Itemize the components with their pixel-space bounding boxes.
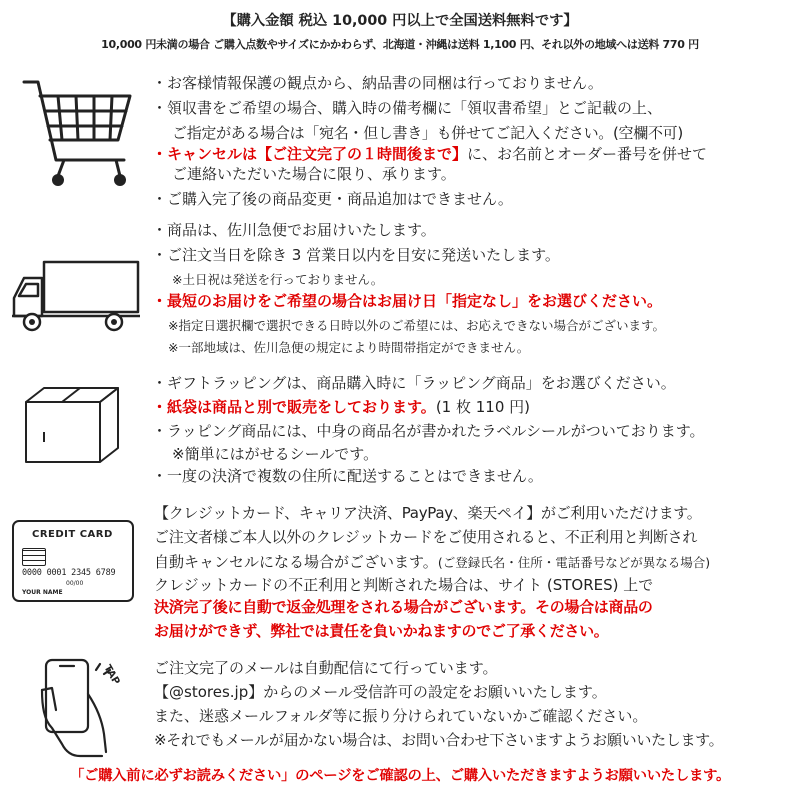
box-line-4: ※簡単にはがせるシールです。 xyxy=(172,445,379,463)
card-line-1: 【クレジットカード、キャリア決済、PayPay、楽天ペイ】がご利用いただけます。 xyxy=(154,504,702,522)
credit-card-icon xyxy=(12,520,134,602)
footer-notice: 「ご購入前に必ずお読みください」のページをご確認の上、ご購入いただきますようお願いいたします。 xyxy=(69,768,731,784)
truck-line-3: ※土日祝は発送を行っておりません。 xyxy=(172,272,384,287)
delivery-notice: ・最短のお届けをご希望の場合はお届け日「指定なし」をお選びください。 xyxy=(152,292,663,310)
cart-line-1: ・お客様情報保護の観点から、納品書の同梱は行っておりません。 xyxy=(152,74,603,92)
tap-label: TAP xyxy=(101,663,122,687)
paper-bag-notice: ・紙袋は商品と別で販売をしております。 xyxy=(152,398,436,416)
card-line-3b: (ご登録氏名・住所・電話番号などが異なる場合) xyxy=(437,555,711,570)
card-line-3 xyxy=(154,552,710,573)
box-line-5: ・一度の決済で複数の住所に配送することはできません。 xyxy=(152,467,543,485)
box-line-3: ・ラッピング商品には、中身の商品名が書かれたラベルシールがついております。 xyxy=(152,422,705,440)
truck-line-1: ・商品は、佐川急便でお届けいたします。 xyxy=(152,221,436,239)
box-line-1: ・ギフトラッピングは、商品購入時に「ラッピング商品」をお選びください。 xyxy=(152,374,676,392)
phone-line-3: また、迷惑メールフォルダ等に振り分けられていないかご確認ください。 xyxy=(154,707,648,725)
refund-notice-1: 決済完了後に自動で返金処理をされる場合がございます。その場合は商品の xyxy=(154,598,653,616)
phone-line-1: ご注文完了のメールは自動配信にて行っています。 xyxy=(154,659,498,677)
truck-icon xyxy=(10,258,142,334)
truck-line-5: ※指定日選択欄で選択できる日時以外のご希望には、お応えできない場合がございます。 xyxy=(168,318,665,333)
header-subtitle: 10,000 円未満の場合 ご購入点数やサイズにかかわらず、北海道・沖縄は送料 1,100 円、それ以外の地域へは送料 770 円 xyxy=(101,38,699,51)
card-expiry: 00/00 xyxy=(66,580,84,587)
cart-line-6: ・ご購入完了後の商品変更・商品追加はできません。 xyxy=(152,190,513,208)
card-name: YOUR NAME xyxy=(22,589,63,596)
cart-line-5: ご連絡いただいた場合に限り、承ります。 xyxy=(172,165,456,183)
card-title: CREDIT CARD xyxy=(32,529,113,540)
cart-line-2: ・領収書をご希望の場合、購入時の備考欄に「領収書希望」とご記載の上、 xyxy=(152,99,663,117)
cancel-deadline: ・キャンセルは【ご注文完了の１時間後まで】 xyxy=(152,145,468,163)
cart-line-3: ご指定がある場合は「宛名・但し書き」も併せてご記入ください。(空欄不可) xyxy=(172,124,683,142)
truck-line-6: ※一部地域は、佐川急便の規定により時間帯指定ができません。 xyxy=(168,340,530,355)
card-chip xyxy=(22,548,46,566)
phone-tap-icon xyxy=(38,654,130,758)
paper-bag-price: (1 枚 110 円) xyxy=(435,398,530,416)
card-line-4: クレジットカードの不正利用と判断された場合は、サイト (STORES) 上で xyxy=(154,576,654,594)
card-line-2: ご注文者様ご本人以外のクレジットカードをご使用されると、不正利用と判断され xyxy=(154,528,698,546)
cart-line-4 xyxy=(152,144,707,164)
phone-line-4: ※それでもメールが届かない場合は、お問い合わせ下さいますようお願いいたします。 xyxy=(154,731,724,749)
truck-line-2: ・ご注文当日を除き 3 営業日以内を目安に発送いたします。 xyxy=(152,246,560,264)
gift-box-icon xyxy=(22,384,122,466)
shopping-cart-icon xyxy=(18,72,138,190)
box-line-2 xyxy=(152,397,530,417)
card-line-3a: 自動キャンセルになる場合がございます。 xyxy=(154,553,438,571)
header-title: 【購入金額 税込 10,000 円以上で全国送料無料です】 xyxy=(222,13,578,29)
phone-line-2: 【@stores.jp】からのメール受信許可の設定をお願いいたします。 xyxy=(154,683,607,701)
cart-line-4-rest: に、お名前とオーダー番号を併せて xyxy=(467,145,708,163)
card-number: 0000 0001 2345 6789 xyxy=(22,568,116,578)
refund-notice-2: お届けができず、弊社では責任を負いかねますのでご了承ください。 xyxy=(154,622,609,640)
